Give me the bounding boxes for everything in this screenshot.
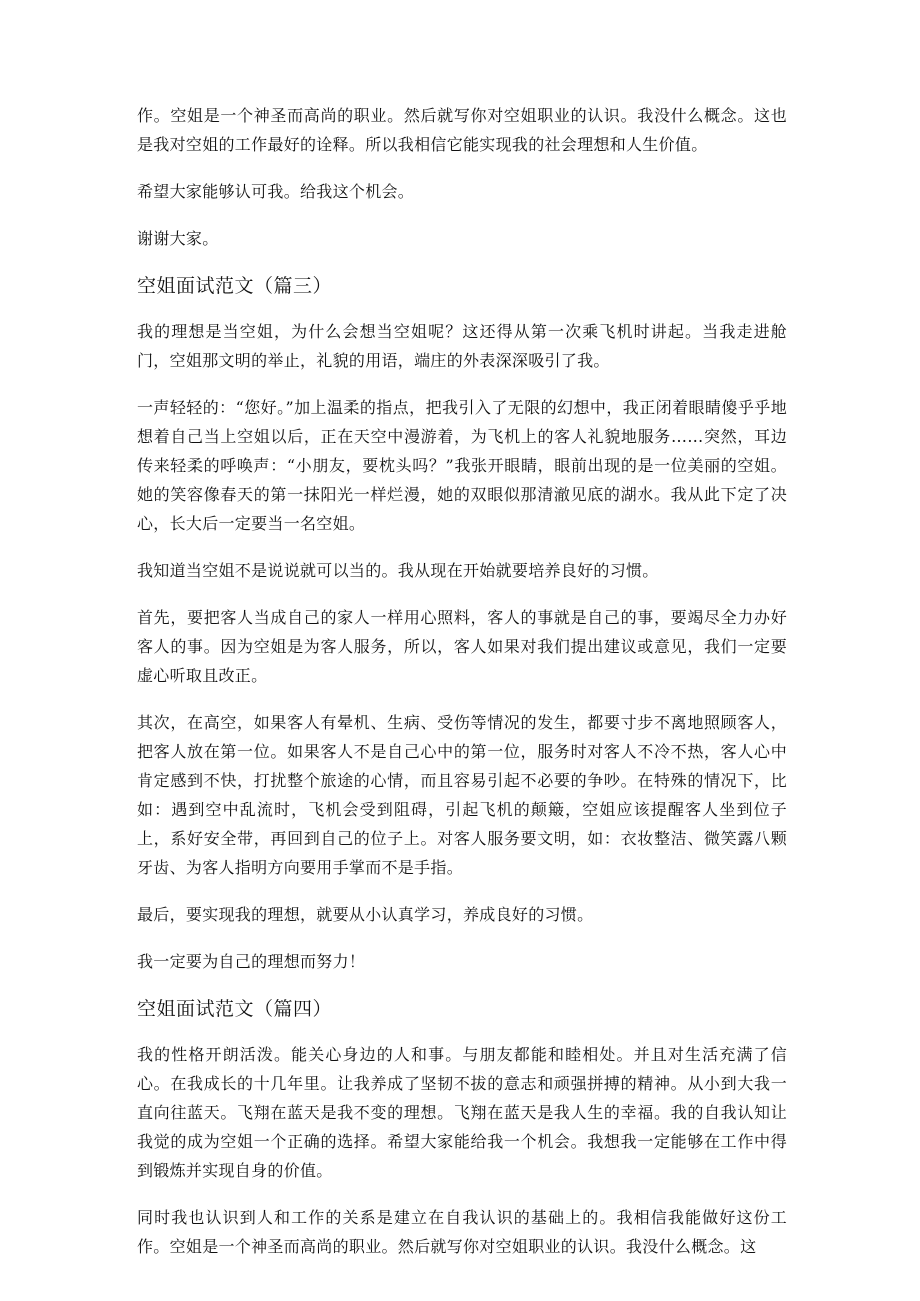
section-heading-part-four: 空姐面试范文（篇四） (137, 998, 333, 1020)
paragraph-hope: 希望大家能够认可我。给我这个机会。 (137, 182, 415, 201)
paragraph-thanks: 谢谢大家。 (137, 229, 219, 248)
paragraph-dream: 我的理想是当空姐，为什么会想当空姐呢？这还得从第一次乘飞机时讲起。当我走进舱门，空姐那文明的举止，礼貌的用语，端庄的外表深深吸引了我。 (137, 322, 787, 370)
paragraph-last: 最后，要实现我的理想，就要从小认真学习，养成良好的习惯。 (137, 905, 594, 924)
paragraph-awareness: 同时我也认识到人和工作的关系是建立在自我认识的基础上的。我相信我能做好这份工作。空姐是一个神圣而高尚的职业。然后就写你对空姐职业的认识。我没什么概念。这 (137, 1208, 787, 1256)
paragraph-effort: 我一定要为自己的理想而努力！ (137, 952, 366, 971)
paragraph-personality: 我的性格开朗活泼。能关心身边的人和事。与朋友都能和睦相处。并且对生活充满了信心。在我成长的十几年里。让我养成了坚韧不拔的意志和顽强拼搏的精神。从小到大我一直向往蓝天。飞翔在蓝天是我不变的理想。飞翔在蓝天是我人生的幸福。我的自我认知让我觉的成为空姐一个正确的选择。希望大家能给我一个机会。我想我一定能够在工作中得到锻炼并实现自身的价值。 (137, 1045, 787, 1180)
paragraph-memory: 一声轻轻的：“您好。”加上温柔的指点，把我引入了无限的幻想中，我正闭着眼睛傻乎乎地想着自己当上空姐以后，正在天空中漫游着，为飞机上的客人礼貌地服务……突然，耳边传来轻柔的呼唤声：“小朋友，要枕头吗？”我张开眼睛，眼前出现的是一位美丽的空姐。她的笑容像春天的第一抹阳光一样烂漫，她的双眼似那清澈见底的湖水。我从此下定了决心，长大后一定要当一名空姐。 (137, 398, 787, 533)
paragraph-intro-continued: 作。空姐是一个神圣而高尚的职业。然后就写你对空姐职业的认识。我没什么概念。这也是我对空姐的工作最好的诠释。所以我相信它能实现我的社会理想和人生价值。 (137, 106, 787, 154)
paragraph-habits: 我知道当空姐不是说说就可以当的。我从现在开始就要培养良好的习惯。 (137, 561, 659, 580)
document-page (137, 101, 787, 1279)
paragraph-second: 其次，在高空，如果客人有晕机、生病、受伤等情况的发生，都要寸步不离地照顾客人，把客人放在第一位。如果客人不是自己心中的第一位，服务时对客人不冷不热，客人心中肯定感到不快，打扰整个旅途的心情，而且容易引起不必要的争吵。在特殊的情况下，比如：遇到空中乱流时，飞机会受到阻碍，引起飞机的颠簸，空姐应该提醒客人坐到位子上，系好安全带，再回到自己的位子上。对客人服务要文明，如：衣妆整洁、微笑露八颗牙齿、为客人指明方向要用手掌而不是手指。 (137, 713, 787, 877)
section-heading-part-three: 空姐面试范文（篇三） (137, 275, 333, 297)
paragraph-first: 首先，要把客人当成自己的家人一样用心照料，客人的事就是自己的事，要竭尽全力办好客人的事。因为空姐是为客人服务，所以，客人如果对我们提出建议或意见，我们一定要虚心听取且改正。 (137, 608, 787, 685)
